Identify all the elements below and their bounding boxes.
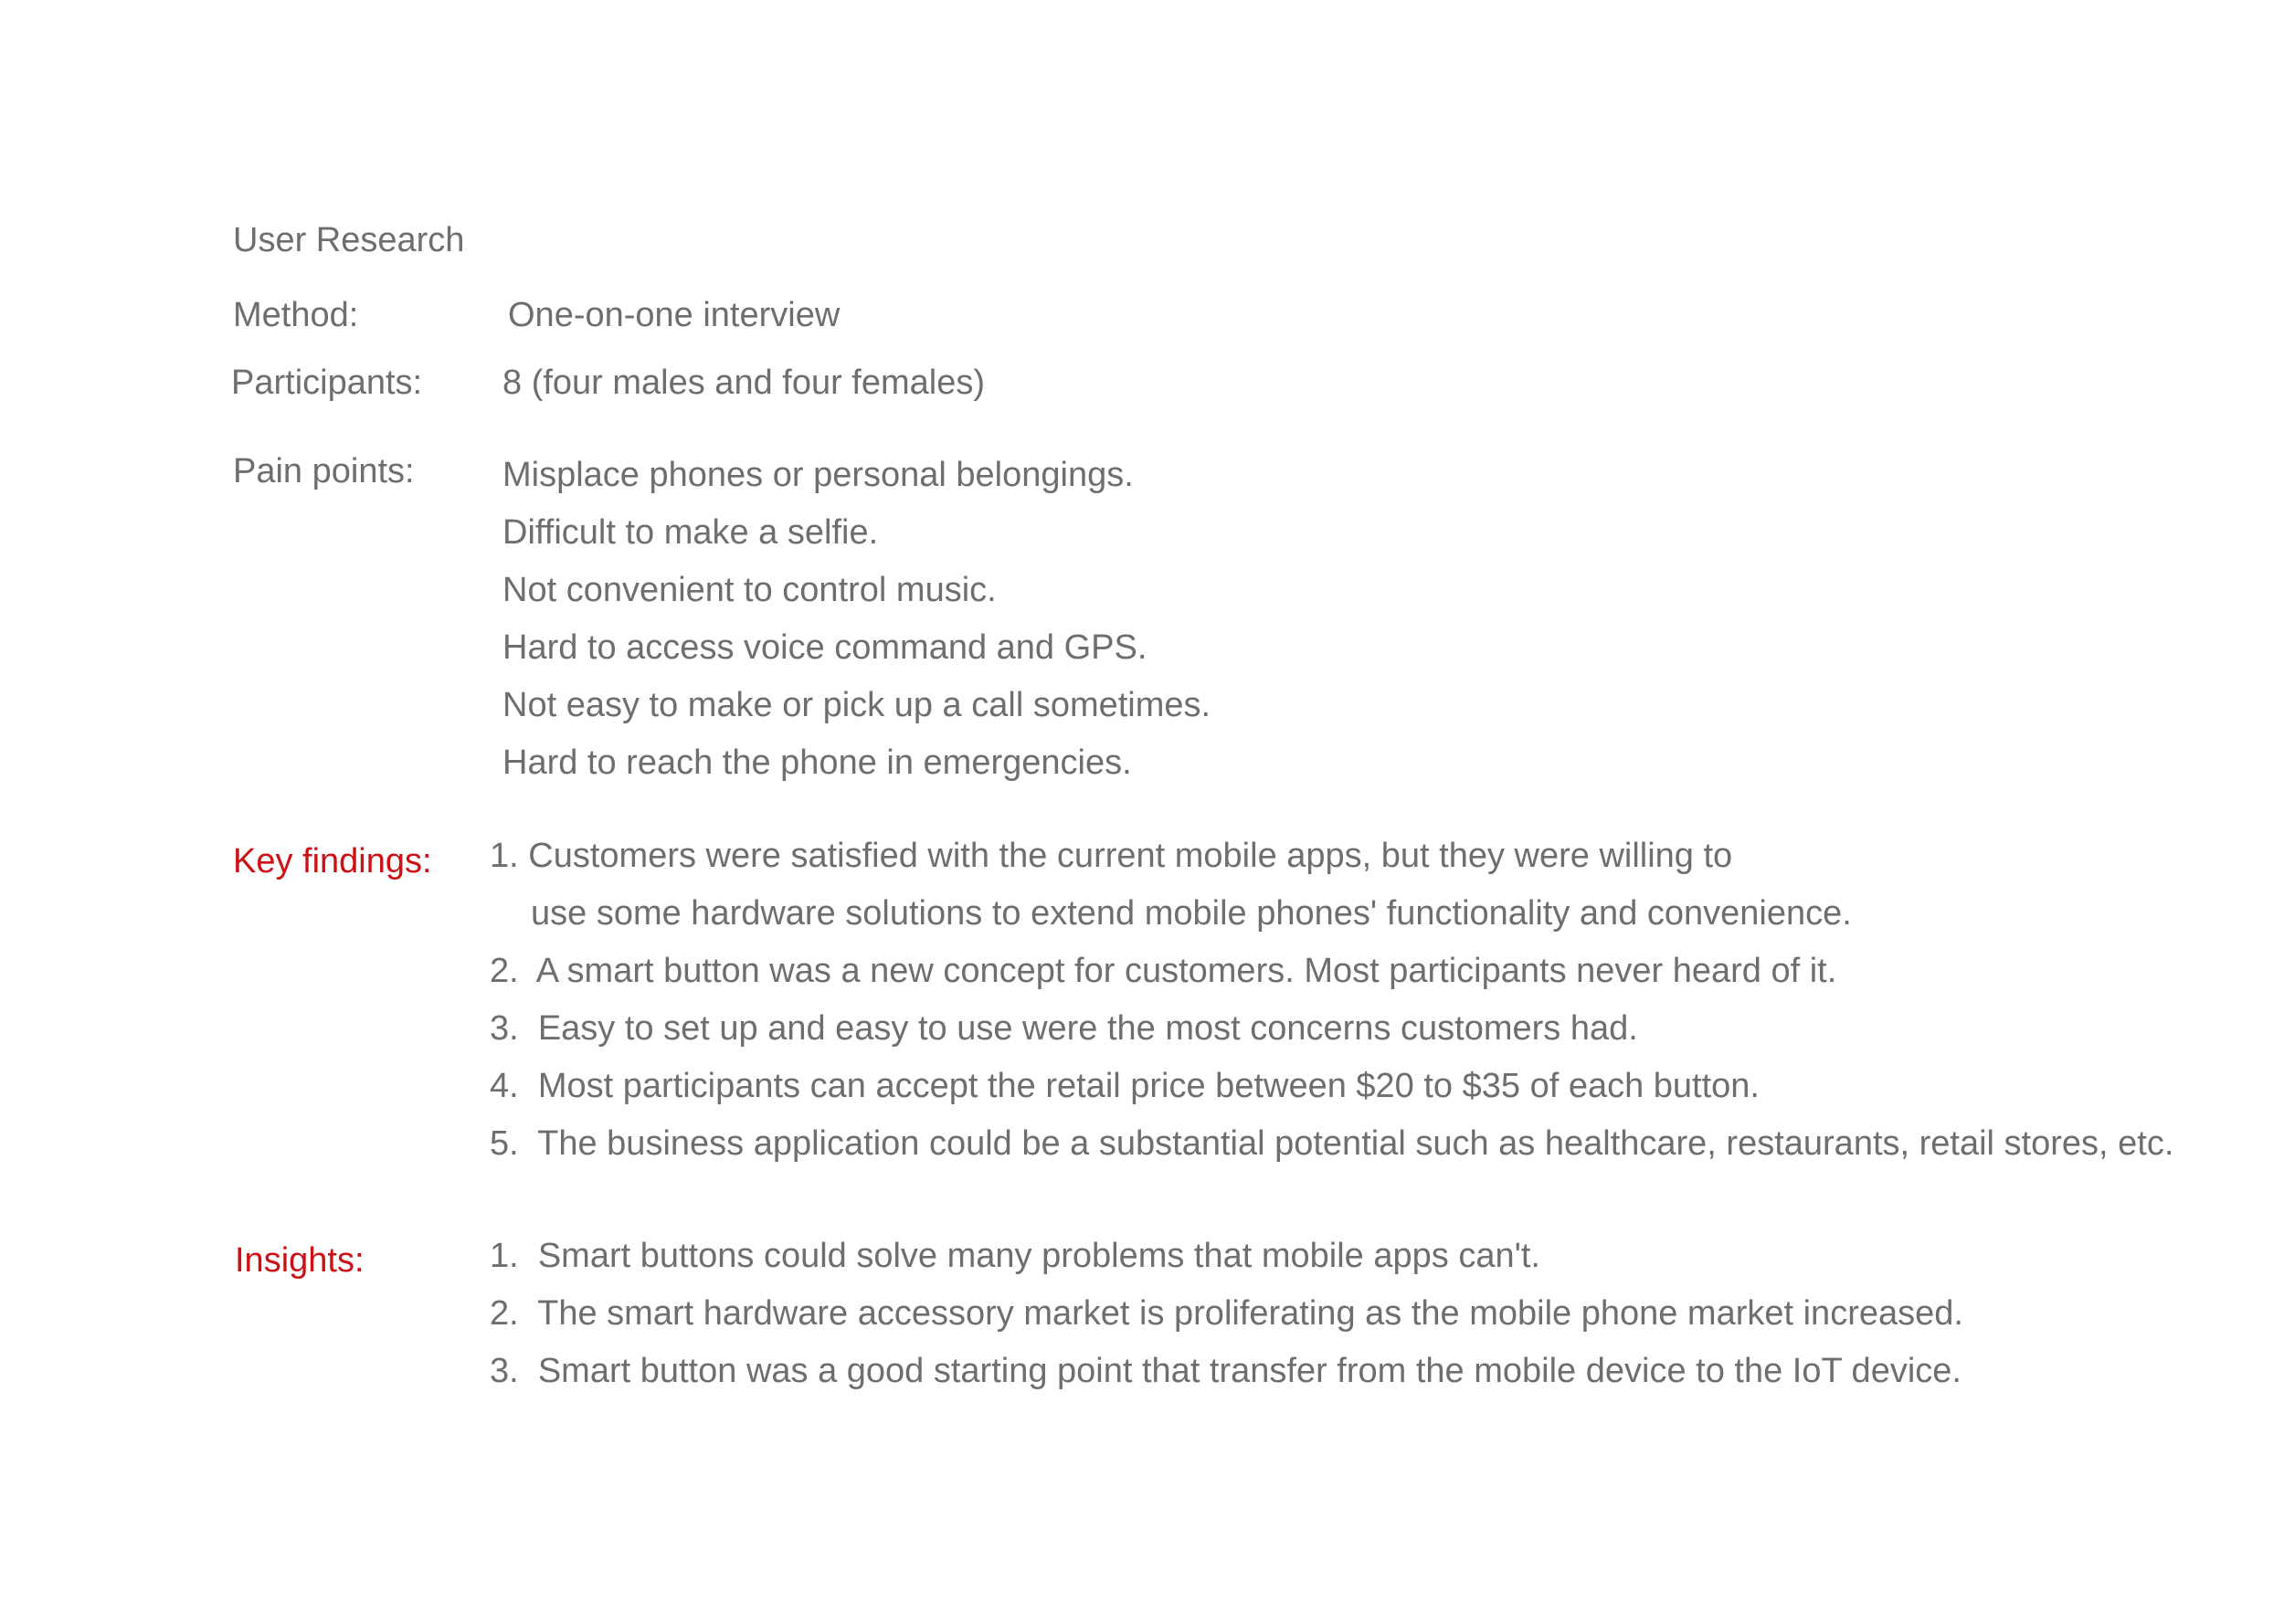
item-text: Easy to set up and easy to use were the most concerns customers had. <box>537 1009 1638 1048</box>
pain-point-item: Difficult to make a selfie. <box>502 513 879 552</box>
item-text: A smart button was a new concept for customers. Most participants never heard of it. <box>535 952 1837 990</box>
pain-point-item: Misplace phones or personal belongings. <box>502 456 1134 494</box>
insights-label: Insights: <box>235 1241 365 1280</box>
key-finding-item <box>490 954 1836 988</box>
item-number: 2. <box>490 952 519 990</box>
item-text: The business application could be a substantial potential such as healthcare, restaurants, retail stores, etc. <box>537 1124 2174 1163</box>
item-text: Smart button was a good starting point that transfer from the mobile device to the IoT device. <box>537 1352 1961 1390</box>
participants-label: Participants: <box>231 364 423 402</box>
item-text: Most participants can accept the retail price between $20 to $35 of each button. <box>537 1067 1760 1105</box>
insight-item <box>490 1354 1961 1388</box>
item-text: Smart buttons could solve many problems that mobile apps can't. <box>537 1237 1540 1275</box>
item-text: Customers were satisfied with the current mobile apps, but they were willing to <box>528 837 1733 875</box>
pain-point-item: Not easy to make or pick up a call sometimes. <box>502 686 1211 724</box>
participants-value: 8 (four males and four females) <box>502 364 986 402</box>
item-number: 5. <box>490 1124 519 1163</box>
key-finding-item <box>490 1011 1638 1046</box>
pain-points-label: Pain points: <box>233 452 415 490</box>
insight-item <box>490 1239 1540 1273</box>
key-finding-item <box>490 1126 2173 1161</box>
item-number: 1. <box>490 1237 519 1275</box>
item-number: 3. <box>490 1009 519 1048</box>
item-number: 2. <box>490 1294 519 1333</box>
pain-point-item: Hard to access voice command and GPS. <box>502 628 1147 667</box>
pain-point-item: Not convenient to control music. <box>502 571 997 609</box>
pain-point-item: Hard to reach the phone in emergencies. <box>502 743 1132 782</box>
key-finding-item <box>490 838 1732 873</box>
page-title: User Research <box>233 221 465 259</box>
key-finding-item <box>490 1069 1760 1103</box>
method-label: Method: <box>233 296 359 334</box>
item-number: 3. <box>490 1352 519 1390</box>
item-number: 1. <box>490 837 519 875</box>
key-finding-continuation: use some hardware solutions to extend mobile phones' functionality and convenience. <box>531 894 1852 933</box>
key-findings-label: Key findings: <box>233 842 432 881</box>
method-value: One-on-one interview <box>508 296 841 334</box>
insight-item <box>490 1296 1963 1331</box>
item-text: The smart hardware accessory market is proliferating as the mobile phone market increased. <box>537 1294 1963 1333</box>
item-number: 4. <box>490 1067 519 1105</box>
